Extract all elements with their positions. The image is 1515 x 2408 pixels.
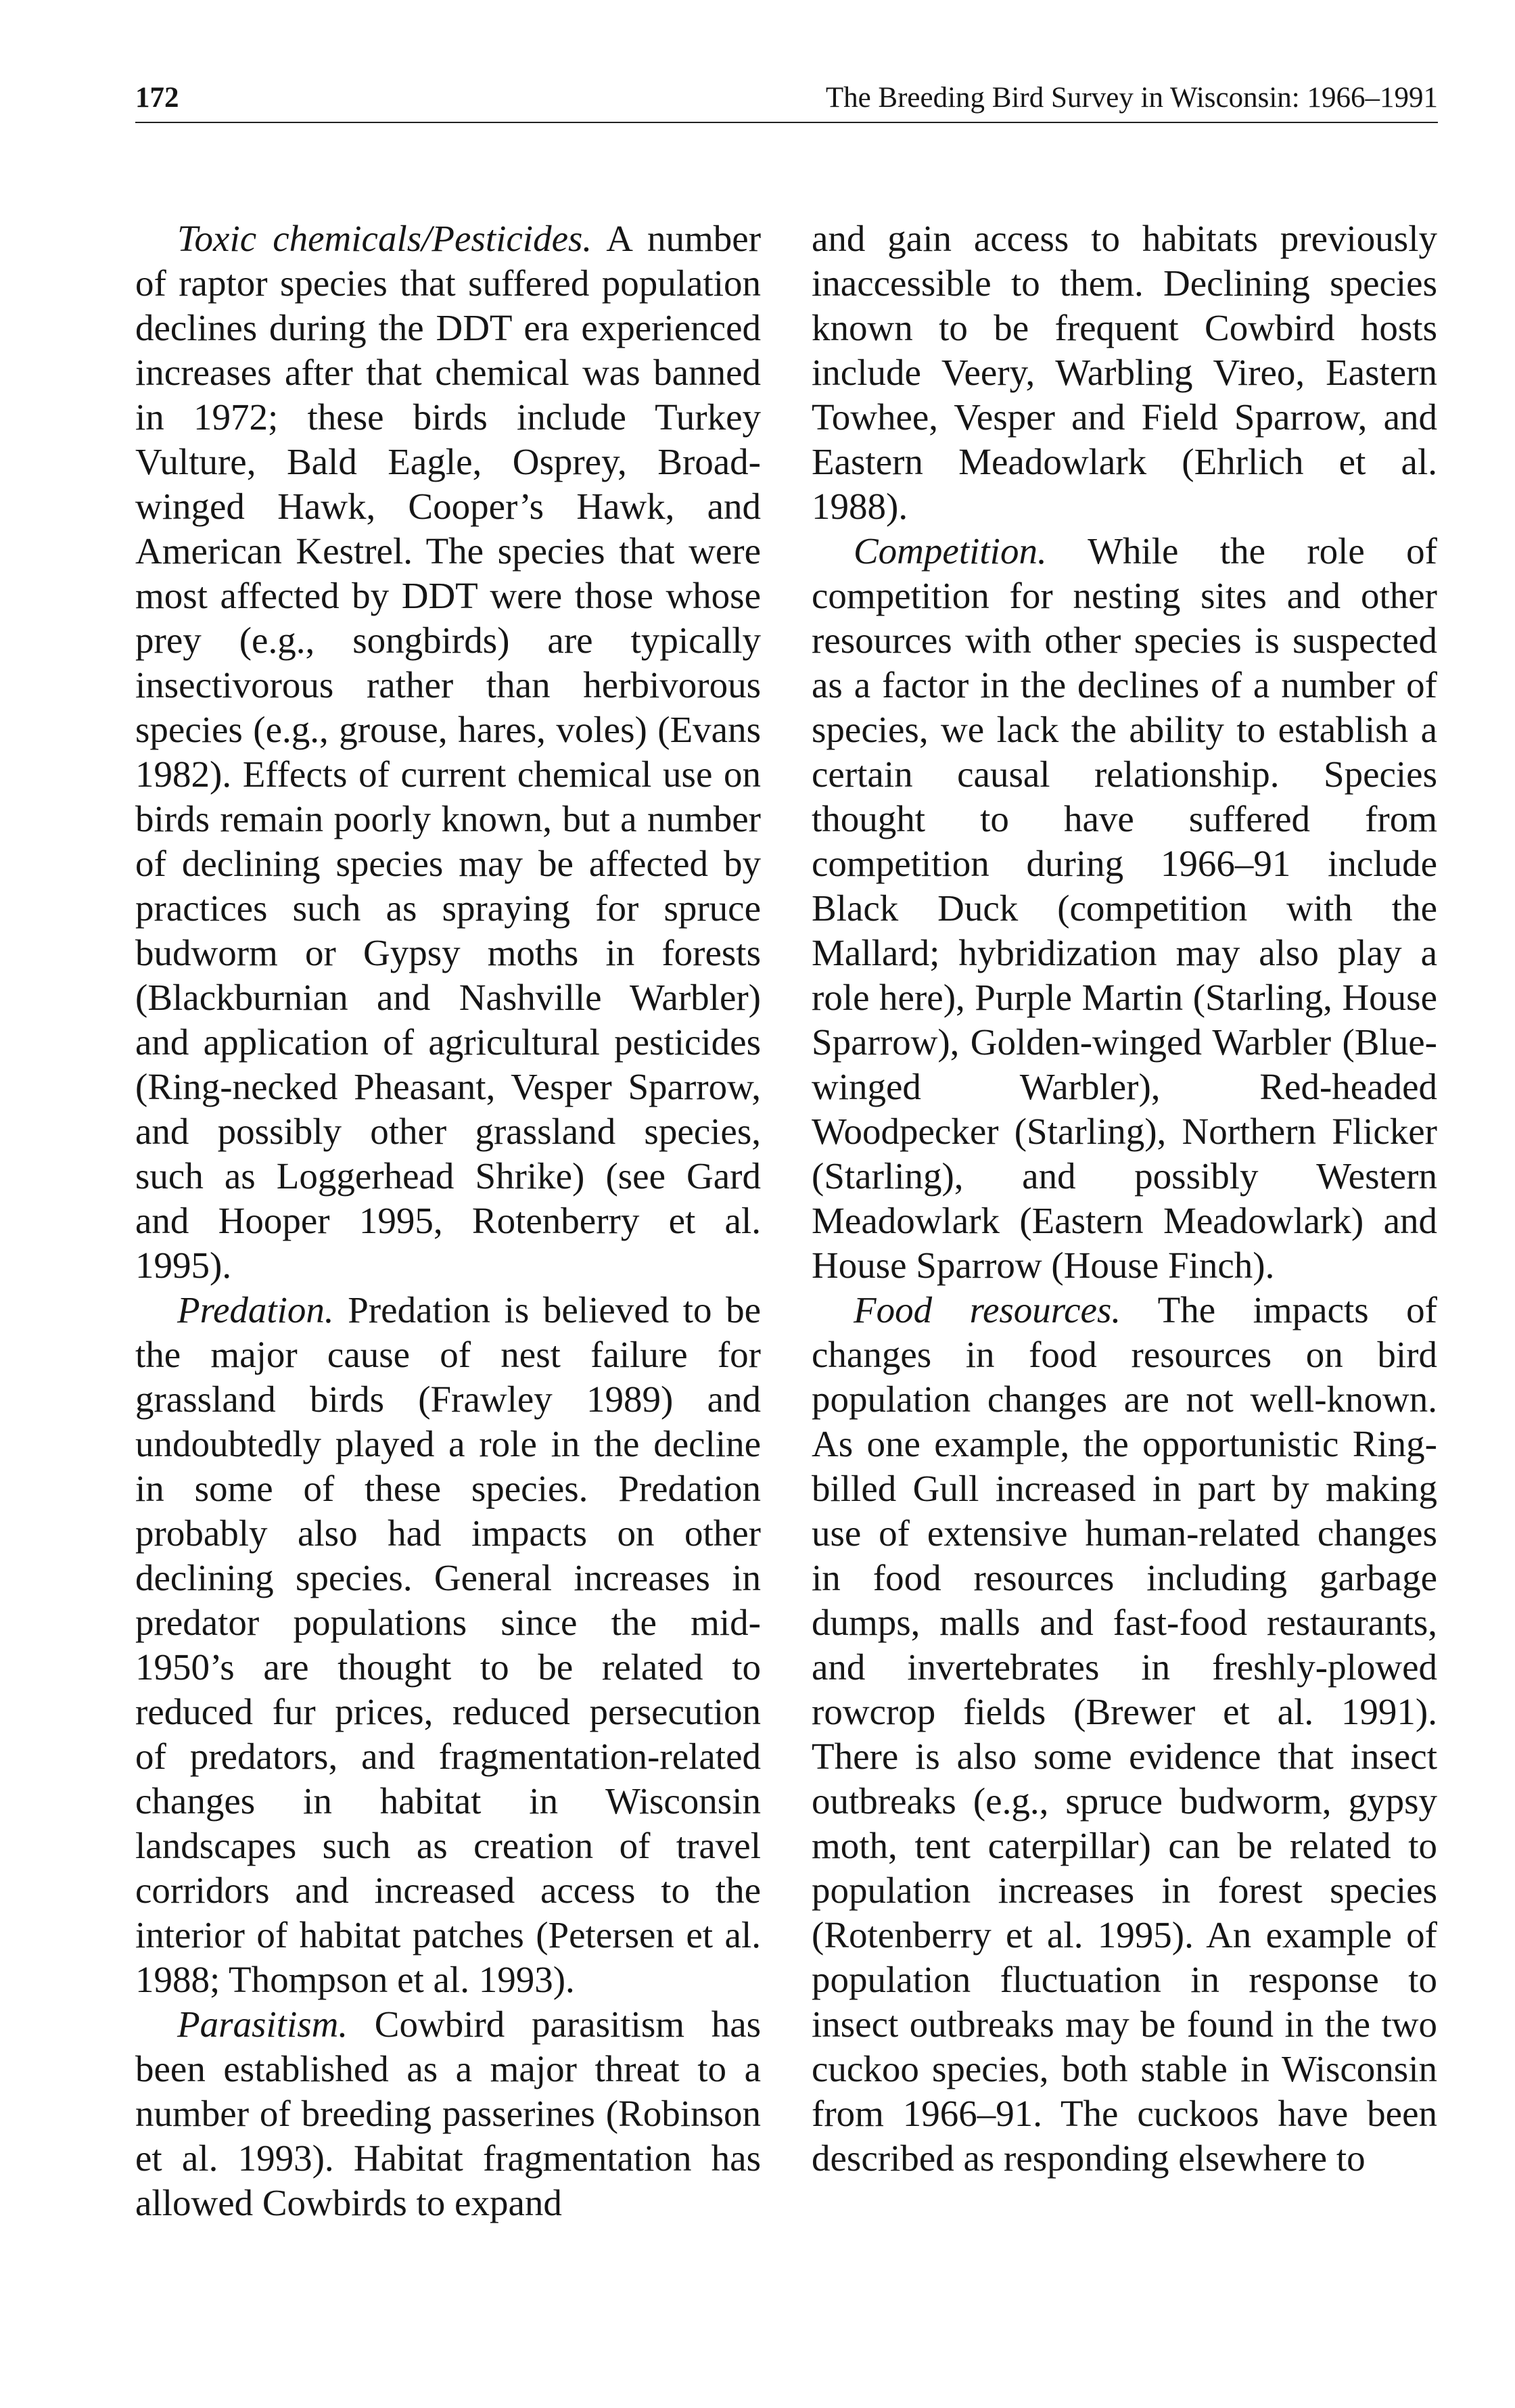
page-number: 172: [135, 82, 179, 114]
right-column: [812, 216, 1437, 2181]
paragraph-food-resources: [812, 1288, 1437, 2181]
heading-parasitism: Parasitism.: [177, 2004, 348, 2045]
text-parasitism-continued: and gain access to habitats previously inaccessible to them. Declining species known to be frequent Cowbird hosts include Veery, Warbling Vireo, Eastern Towhee, Vesper and Field Sparrow, and Eastern Meadowlark (Ehrlich et al. 1988).: [812, 218, 1437, 527]
heading-toxic-chemicals: Toxic chemicals/Pesticides.: [177, 218, 592, 259]
heading-predation: Predation.: [177, 1289, 334, 1330]
left-column: [135, 216, 761, 2225]
paragraph-competition: [812, 529, 1437, 1288]
paragraph-parasitism: [135, 2002, 761, 2225]
paragraph-toxic-chemicals: [135, 216, 761, 1288]
heading-food-resources: Food resources.: [854, 1289, 1121, 1330]
heading-competition: Competition.: [854, 530, 1047, 572]
text-food-resources: The impacts of changes in food resources on bird population changes are not well-known. As one example, the opportunistic Ring-billed Gull increased in part by making use of extensive human-related changes in food resources including garbage dumps, malls and fast-food restaurants, and invertebrates in freshly-plowed rowcrop fields (Brewer et al. 1991). There is also some evidence that insect outbreaks (e.g., spruce budworm, gypsy moth, tent caterpillar) can be related to population increases in forest species (Rotenberry et al. 1995). An example of population fluctuation in response to insect outbreaks may be found in the two cuckoo species, both stable in Wisconsin from 1966–91. The cuckoos have been described as responding elsewhere to: [812, 1289, 1437, 2179]
paragraph-predation: [135, 1288, 761, 2002]
text-competition: While the role of competition for nesting sites and other resources with other species is suspected as a factor in the declines of a number of species, we lack the ability to establish a certain causal relationship. Species thought to have suffered from competition during 1966–91 include Black Duck (competition with the Mallard; hybridization may also play a role here), Purple Martin (Starling, House Sparrow), Golden-winged Warbler (Blue-winged Warbler), Red-headed Woodpecker (Starling), Northern Flicker (Starling), and possibly Western Meadowlark (Eastern Meadowlark) and House Sparrow (House Finch).: [812, 530, 1437, 1286]
text-toxic-chemicals: A number of raptor species that suffered population declines during the DDT era experienced increases after that chemical was banned in 1972; these birds include Turkey Vulture, Bald Eagle, Osprey, Broad-winged Hawk, Cooper’s Hawk, and American Kestrel. The species that were most affected by DDT were those whose prey (e.g., songbirds) are typically insectivorous rather than herbivorous species (e.g., grouse, hares, voles) (Evans 1982). Effects of current chemical use on birds remain poorly known, but a number of declining species may be affected by practices such as spraying for spruce budworm or Gypsy moths in forests (Blackburnian and Nashville Warbler) and application of agricultural pesticides (Ring-necked Pheasant, Vesper Sparrow, and possibly other grassland species, such as Loggerhead Shrike) (see Gard and Hooper 1995, Rotenberry et al. 1995).: [135, 218, 762, 1286]
paragraph-parasitism-continued: [812, 216, 1437, 529]
journal-title: The Breeding Bird Survey in Wisconsin: 1966–1991: [825, 82, 1438, 114]
running-head: [135, 68, 1438, 123]
text-parasitism: Cowbird parasitism has been established as a major threat to a number of breeding passerines (Robinson et al. 1993). Habitat fragmentation has allowed Cowbirds to expand: [135, 2004, 762, 2223]
text-predation: Predation is believed to be the major cause of nest failure for grassland birds (Frawley 1989) and undoubtedly played a role in the decline in some of these species. Predation probably also had impacts on other declining species. General increases in predator populations since the mid-1950’s are thought to be related to reduced fur prices, reduced persecution of predators, and fragmentation-related changes in habitat in Wisconsin landscapes such as creation of travel corridors and increased access to the interior of habitat patches (Petersen et al. 1988; Thompson et al. 1993).: [135, 1289, 762, 2000]
